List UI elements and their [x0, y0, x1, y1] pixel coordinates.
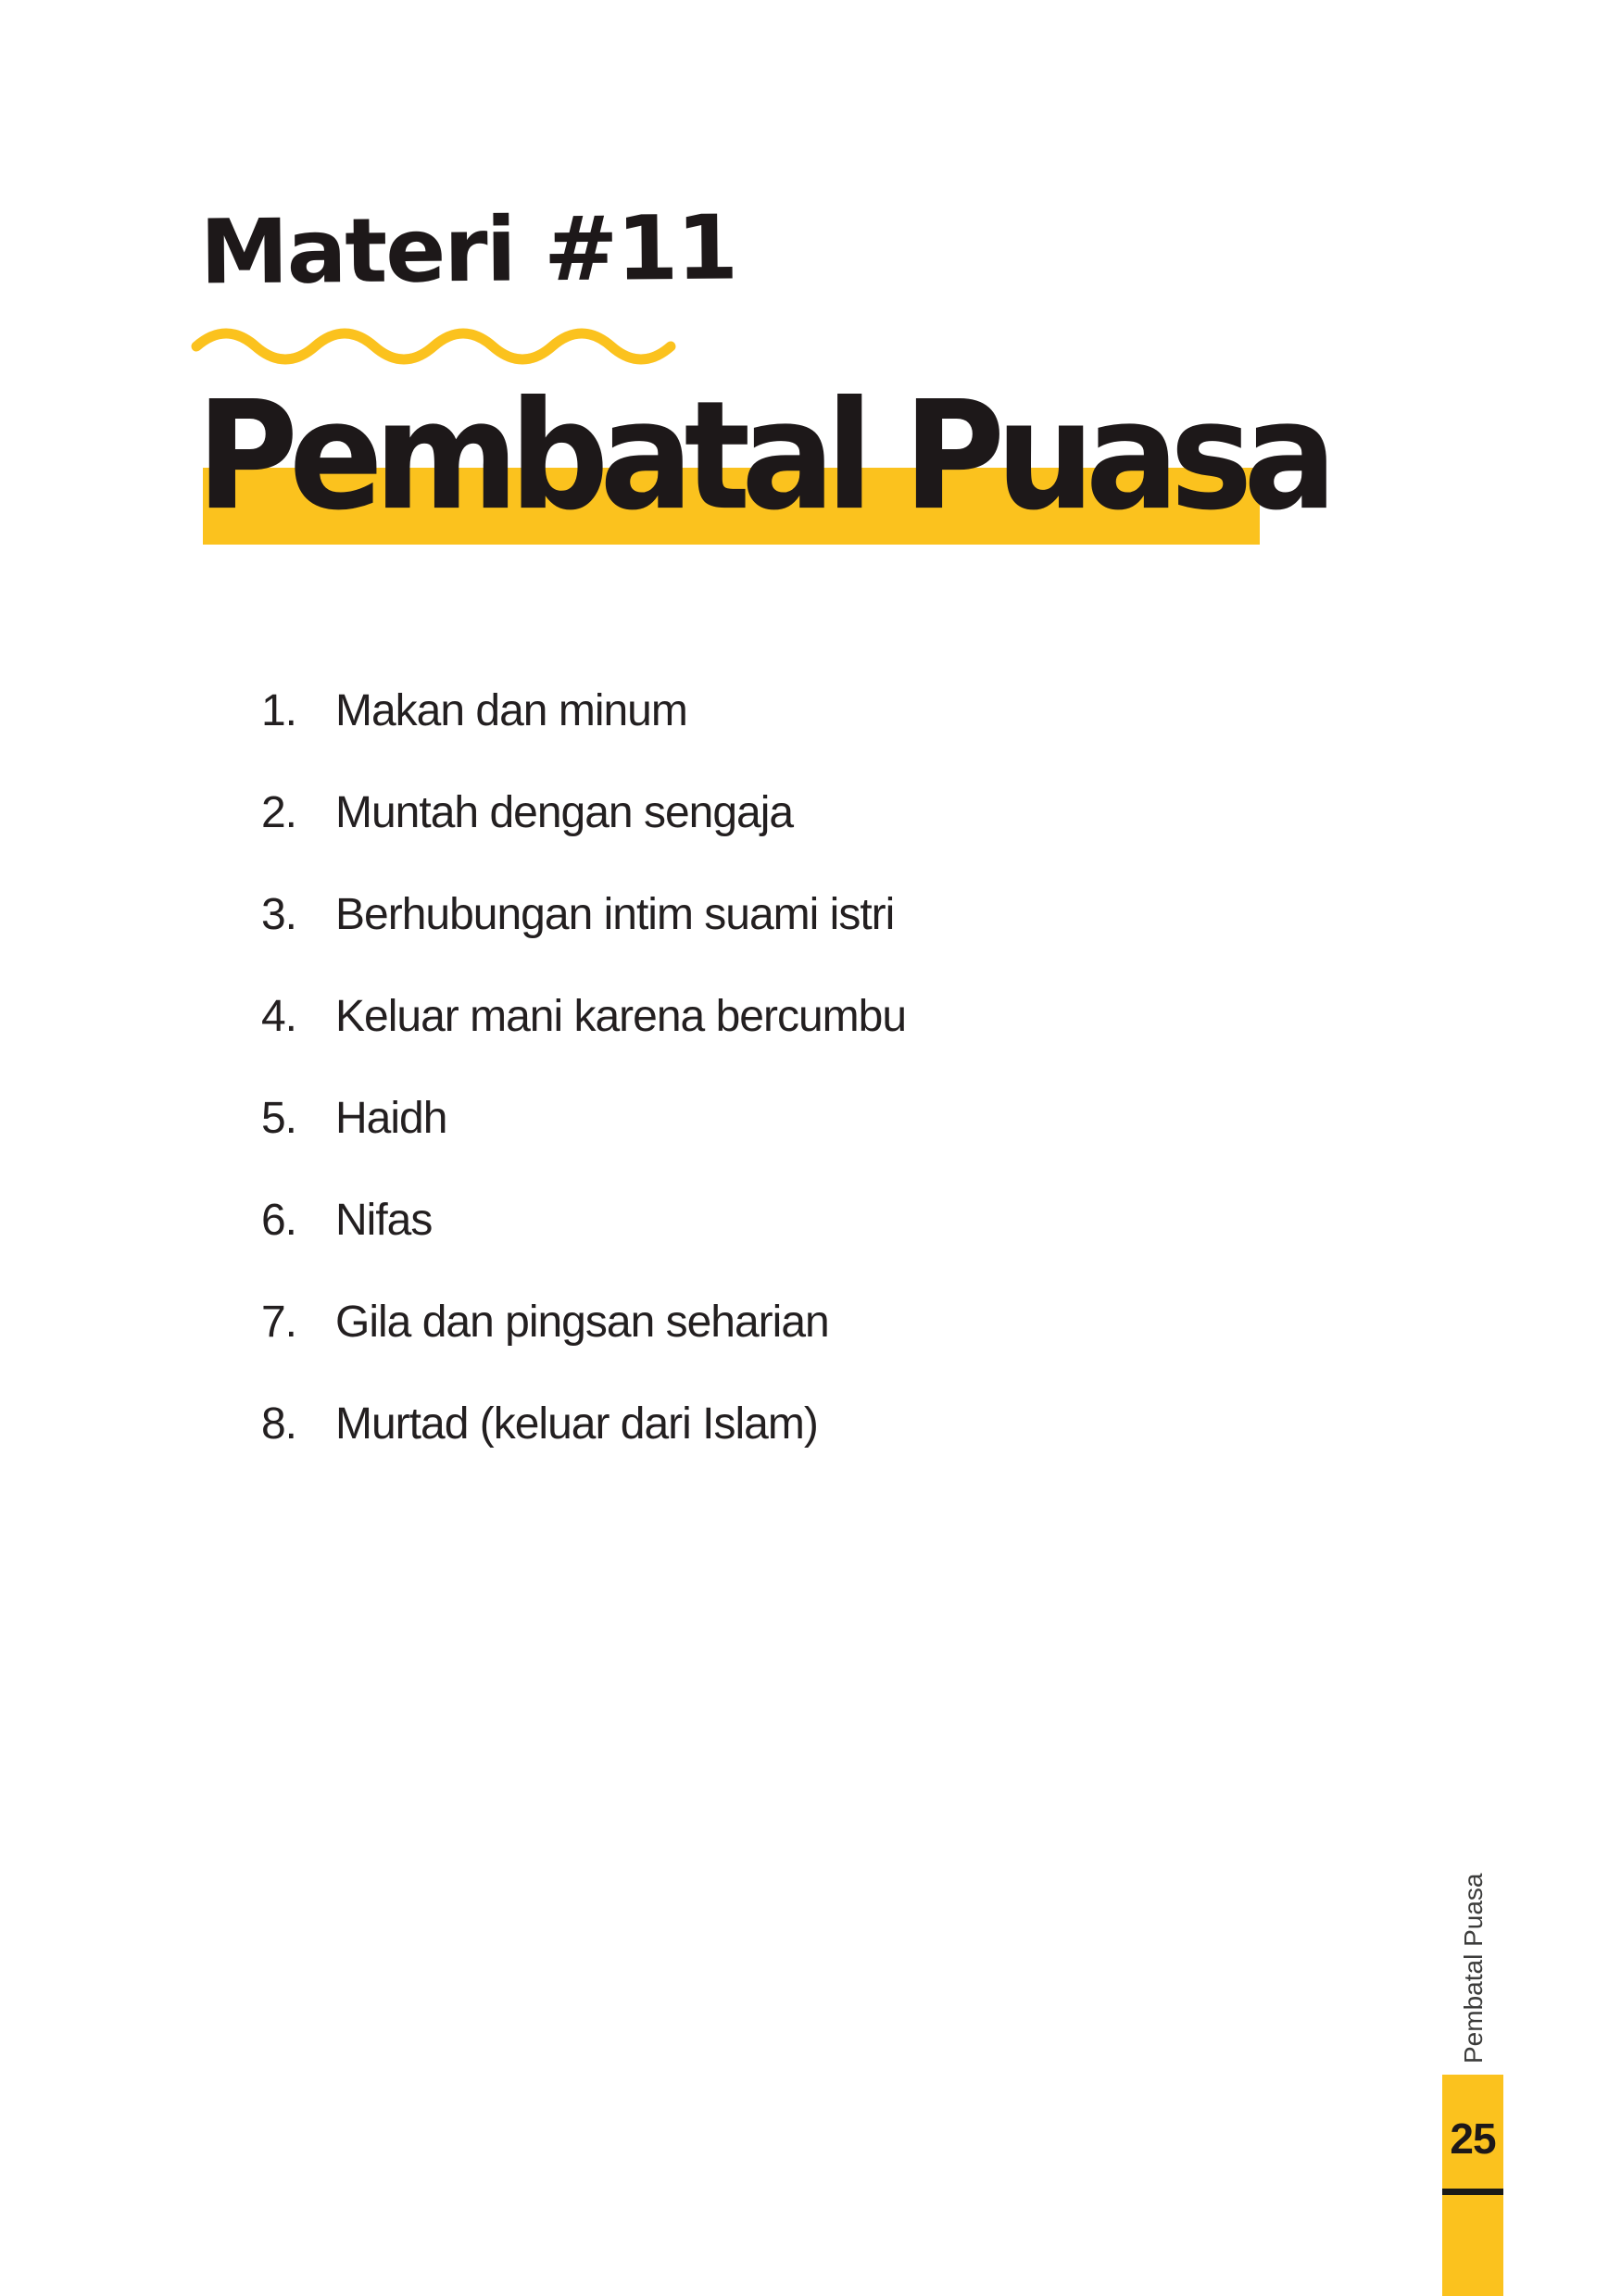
list-item-number: 3. [260, 890, 296, 939]
list-item-number: 8. [260, 1399, 296, 1449]
list-item [222, 993, 906, 1095]
list-item [222, 1299, 906, 1400]
list-item-text: Makan dan minum [335, 686, 687, 735]
list-item-text: Keluar mani karena bercumbu [335, 992, 907, 1041]
list-item-number: 4. [260, 992, 296, 1041]
list-item-text: Muntah dengan sengaja [335, 788, 794, 837]
list-item [222, 789, 906, 891]
list-item-number: 5. [260, 1094, 296, 1143]
list-item-text: Berhubungan intim suami istri [335, 890, 895, 939]
wavy-underline [191, 324, 680, 367]
list-item [222, 687, 906, 789]
list-item-number: 7. [260, 1298, 296, 1347]
list-item-number: 1. [260, 686, 296, 735]
page-number-tab [1442, 2075, 1503, 2296]
list-item-text: Nifas [335, 1196, 433, 1245]
list-item [222, 1197, 906, 1299]
list-item [222, 891, 906, 993]
page-number: 25 [1450, 2114, 1496, 2163]
sidebar-chapter-label: Pembatal Puasa [1459, 1873, 1488, 2064]
list-item-number: 2. [260, 788, 296, 837]
page-tab-rule [1442, 2189, 1503, 2195]
list-item-text: Haidh [335, 1094, 447, 1143]
list-item-number: 6. [260, 1196, 296, 1245]
list-item [222, 1095, 906, 1197]
page-title: Pembatal Puasa [196, 370, 1328, 544]
list-item-text: Gila dan pingsan seharian [335, 1298, 829, 1347]
kicker-title: Materi #11 [199, 195, 737, 305]
list-item [222, 1400, 906, 1502]
list-item-text: Murtad (keluar dari Islam) [335, 1399, 818, 1449]
fasting-breakers-list [222, 687, 906, 1502]
